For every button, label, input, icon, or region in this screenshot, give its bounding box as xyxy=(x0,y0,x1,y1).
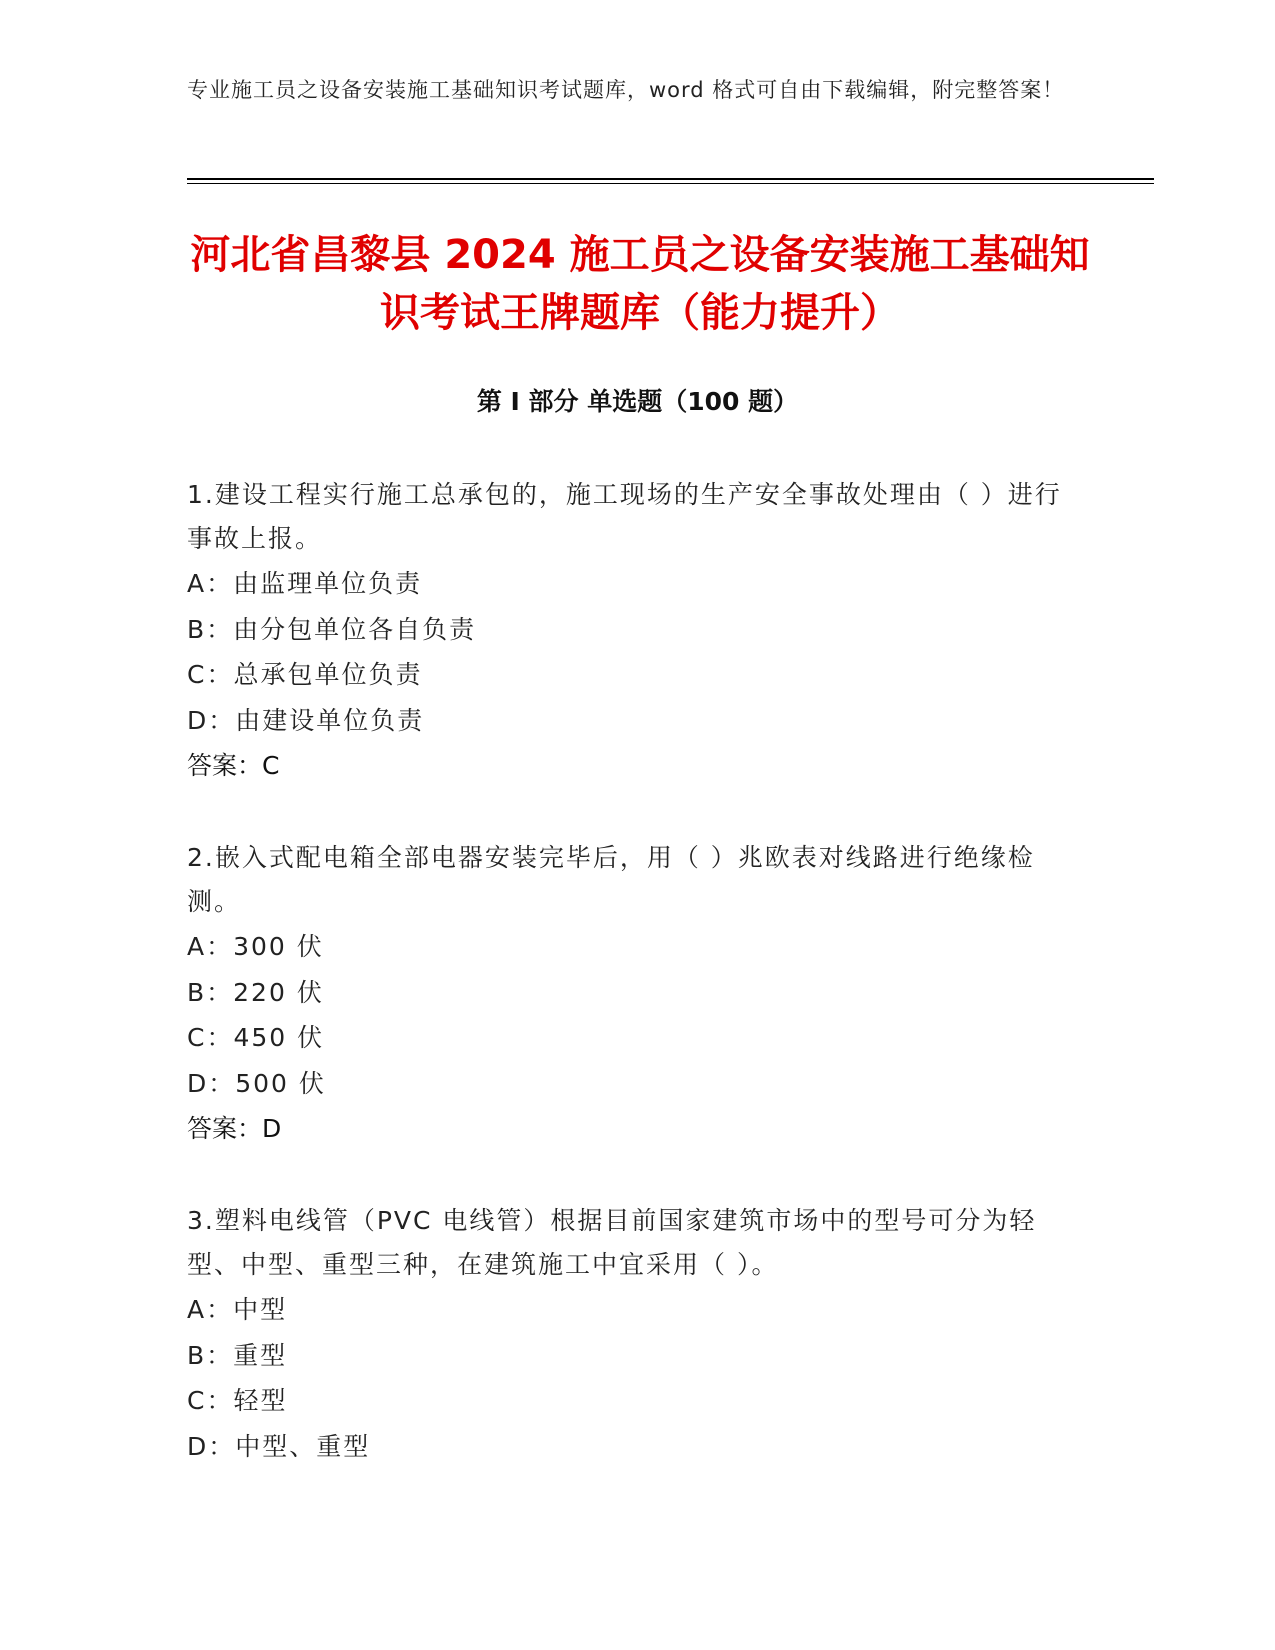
option-d: D：由建设单位负责 xyxy=(187,705,425,735)
option-d: D：500 伏 xyxy=(187,1068,326,1098)
question-stem: 3.塑料电线管（PVC 电线管）根据目前国家建筑市场中的型号可分为轻型、中型、重型三种，在建筑施工中宜采用（ ）。 xyxy=(187,1206,1037,1279)
question-3 xyxy=(187,1199,1087,1469)
option-b: B：重型 xyxy=(187,1340,288,1370)
document-title: 河北省昌黎县 2024 施工员之设备安装施工基础知识考试王牌题库（能力提升） xyxy=(190,232,1090,336)
option-c: C：450 伏 xyxy=(187,1023,325,1052)
question-stem: 1.建设工程实行施工总承包的，施工现场的生产安全事故处理由（ ）进行事故上报。 xyxy=(187,480,1062,553)
header-note: 专业施工员之设备安装施工基础知识考试题库，word 格式可自由下载编辑，附完整答案！ xyxy=(187,78,1065,102)
question-stem: 2.嵌入式配电箱全部电器安装完毕后，用（ ）兆欧表对线路进行绝缘检测。 xyxy=(187,843,1035,916)
question-1 xyxy=(187,473,1087,788)
section-heading: 第 I 部分 单选题（100 题） xyxy=(476,387,799,416)
option-b: B：220 伏 xyxy=(187,977,324,1007)
header-divider-thick xyxy=(187,178,1154,180)
question-2 xyxy=(187,836,1087,1151)
option-a: A：300 伏 xyxy=(187,932,324,961)
option-c: C：轻型 xyxy=(187,1386,288,1415)
option-b: B：由分包单位各自负责 xyxy=(187,614,477,644)
header-divider-thin xyxy=(187,183,1154,184)
option-a: A：中型 xyxy=(187,1295,288,1324)
option-a: A：由监理单位负责 xyxy=(187,569,423,598)
option-c: C：总承包单位负责 xyxy=(187,660,423,689)
option-d: D：中型、重型 xyxy=(187,1431,371,1461)
answer: 答案：C xyxy=(187,751,280,780)
answer: 答案：D xyxy=(187,1114,282,1143)
